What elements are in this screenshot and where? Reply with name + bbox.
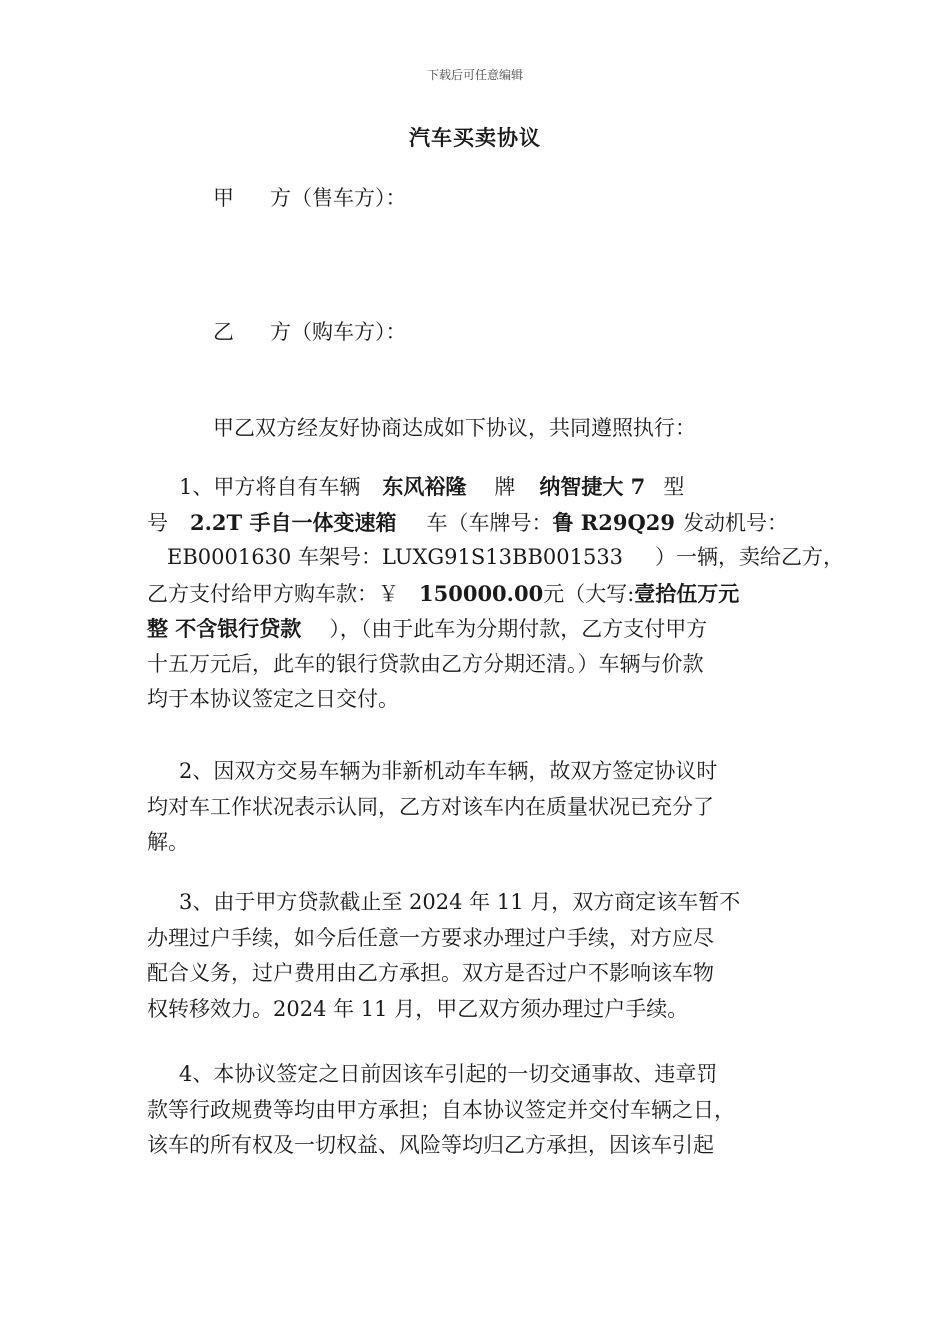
- party-a-line: [213, 182, 407, 212]
- party-a-label: 甲: [213, 186, 234, 210]
- clause-2: 2、因双方交易车辆为非新机动车车辆，故双方签定协议时 均对车工作状况表示认同，乙方对该车内在质量状况已充分了 解。: [147, 759, 718, 854]
- party-b-line: [213, 316, 407, 346]
- car-model: 纳智捷大 7: [539, 474, 646, 499]
- plate-number: 鲁 R29Q29: [552, 509, 675, 535]
- car-brand: 东风裕隆: [382, 474, 467, 499]
- price-amount: 150000.00: [419, 580, 544, 606]
- clause-1-line: 号 2.2T 手自一体变速箱 车（车牌号：鲁 R29Q29 发动机号：: [147, 509, 788, 535]
- party-b-label: 乙: [213, 320, 234, 344]
- clause-1: [147, 469, 845, 718]
- clause-1-line: 整 不含银行贷款 ），（由于此车为分期付款，乙方支付甲方: [147, 616, 708, 641]
- clause-1-line: 乙方支付给甲方购车款：￥ 150000.00元（大写:壹拾伍万元: [147, 580, 740, 606]
- clause-1-line: 1、甲方将自有车辆 东风裕隆 牌 纳智捷大 7 型: [179, 474, 685, 499]
- transmission: 2.2T 手自一体变速箱: [190, 509, 397, 535]
- clause-1-line: 均于本协议签定之日交付。: [147, 687, 399, 711]
- clause-1-line: EB0001630 车架号：LUXG91S13BB001533 ）一辆，卖给乙方，: [167, 545, 845, 569]
- document-title: 汽车买卖协议: [409, 125, 541, 150]
- price-in-words: 壹拾伍万元: [634, 580, 740, 606]
- engine-vin: EB0001630 车架号：LUXG91S13BB001533: [167, 545, 624, 569]
- intro-paragraph: 甲乙双方经友好协商达成如下协议，共同遵照执行：: [213, 416, 696, 440]
- party-b-text: 方（购车方）：: [270, 320, 407, 344]
- clause-3: 3、由于甲方贷款截止至 2024 年 11 月，双方商定该车暂不 办理过户手续，如今后任意一方要求办理过户手续，对方应尽 配合义务，过户费用由乙方承担。双方是否过户不影响该车物 权转移效力。2024 年 11 月，甲乙双方须办理过户手续。: [147, 890, 741, 1021]
- clause-1-line: 十五万元后，此车的银行贷款由乙方分期还清。）车辆与价款: [147, 651, 704, 676]
- header-note: 下载后可任意编辑: [426, 68, 523, 82]
- party-a-text: 方（售车方）：: [270, 186, 407, 210]
- price-in-words-cont: 整 不含银行贷款: [147, 616, 302, 641]
- clause-4: 4、本协议签定之日前因该车引起的一切交通事故、违章罚 款等行政规费等均由甲方承担；自本协议签定并交付车辆之日， 该车的所有权及一切权益、风险等均归乙方承担，因该车引起: [147, 1062, 735, 1157]
